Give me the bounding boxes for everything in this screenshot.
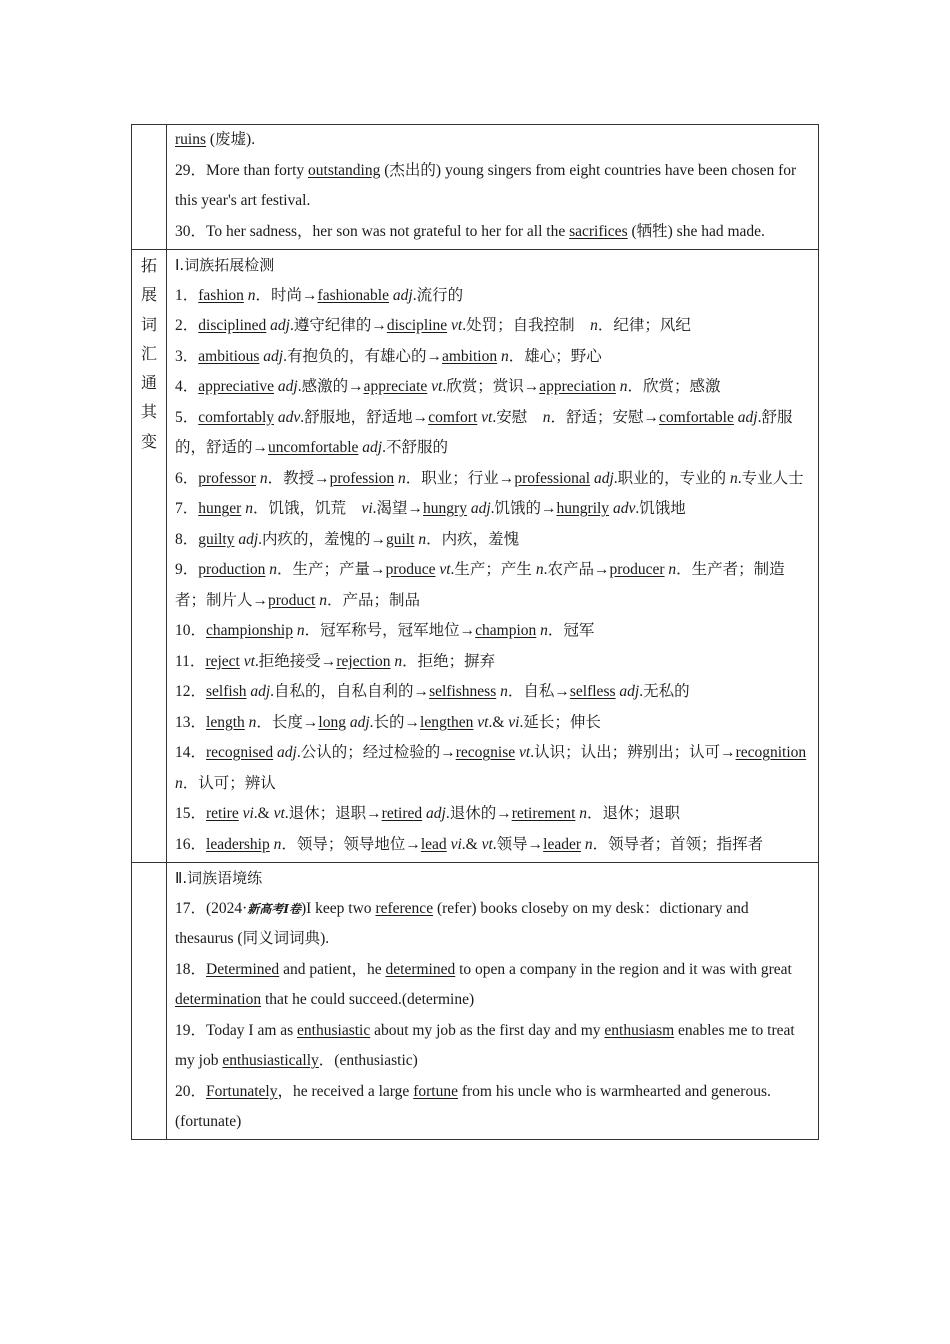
item-number: 12． — [175, 683, 207, 700]
answer-word: recognise — [455, 744, 516, 761]
list-item — [175, 342, 810, 373]
word-family-section — [167, 250, 818, 862]
item-text: .舒服地，舒适地→ — [300, 408, 429, 426]
part-of-speech: adj — [250, 683, 271, 700]
context-practice-list — [175, 894, 810, 1138]
answer-word: fashion — [198, 286, 244, 304]
part-of-speech: adj — [263, 347, 284, 365]
part-of-speech: vi — [450, 835, 462, 853]
item-text: ．欣赏；感激 — [627, 378, 721, 395]
item-number: 4． — [175, 378, 199, 395]
item-text: ．冠军称号，冠军地位→ — [304, 622, 476, 639]
item-text: ，he received a large — [277, 1082, 414, 1100]
item-text: ．退休；退职 — [587, 805, 681, 822]
part-of-speech: adv — [277, 408, 301, 426]
item-number: 18． — [175, 960, 207, 978]
item-text: (牺牲) she had made. — [627, 222, 765, 240]
part-of-speech: n — [535, 561, 544, 578]
item-text: .延长；伸长 — [519, 713, 601, 731]
item-text: ．产品；制品 — [327, 591, 421, 609]
item-number: 1． — [175, 286, 199, 304]
answer-word: comfortably — [198, 408, 275, 426]
part-of-speech: adj — [349, 713, 370, 731]
item-text: .领导→ — [492, 835, 544, 853]
item-text: .无私的 — [639, 683, 690, 700]
item-text: (废墟). — [206, 131, 256, 148]
side-label — [132, 251, 166, 456]
list-item — [175, 156, 810, 217]
section1-title: Ⅰ.词族拓展检测 — [175, 256, 275, 274]
list-item — [175, 738, 810, 799]
list-item — [175, 372, 810, 403]
item-text: .自私的，自私自利的→ — [270, 683, 430, 700]
answer-word: appreciate — [363, 378, 428, 395]
list-item — [175, 955, 810, 1016]
table-row-word-family — [132, 249, 818, 862]
item-text: .退休的→ — [445, 805, 512, 822]
answer-word: sacrifices — [569, 222, 628, 240]
answer-word: producer — [609, 561, 665, 578]
item-text: ．时尚→ — [255, 286, 318, 304]
answer-word: enthusiastically — [222, 1052, 319, 1069]
side-label-char: 其 — [140, 402, 157, 422]
answer-word: appreciative — [198, 378, 274, 395]
item-text: (refer) books closeby on my desk：dictionary and thesaurus (同义词词典). — [175, 899, 749, 947]
answer-word: recognition — [735, 744, 807, 761]
part-of-speech: n — [319, 591, 327, 609]
answer-word: lengthen — [420, 713, 474, 731]
item-text: ．教授→ — [267, 469, 330, 487]
part-of-speech: adv — [612, 500, 636, 517]
item-text: to open a company in the region and it was with great — [455, 960, 792, 978]
item-number: 19． — [175, 1021, 207, 1039]
answer-word: recognised — [206, 744, 274, 761]
side-cell-empty-2 — [132, 863, 167, 1139]
answer-word: disciplined — [198, 317, 267, 334]
part-of-speech: vt — [477, 713, 489, 731]
part-of-speech: adj — [593, 469, 614, 487]
answer-word: comfortable — [658, 408, 734, 426]
item-text: .内疚的，羞愧的→ — [258, 530, 387, 548]
continued-items — [167, 125, 818, 249]
side-label-char: 变 — [140, 431, 157, 451]
list-item — [175, 894, 810, 955]
item-number: 2． — [175, 317, 199, 334]
answer-word: outstanding — [308, 161, 381, 179]
item-number: 11． — [175, 652, 206, 670]
item-number: 17． — [175, 899, 207, 917]
answer-word: guilty — [198, 530, 235, 548]
answer-word: profession — [329, 469, 395, 487]
answer-word: production — [198, 561, 266, 578]
part-of-speech: vt — [431, 378, 443, 395]
item-text: that he could succeed.(determine) — [261, 991, 475, 1008]
item-text: .不舒服的 — [382, 439, 448, 456]
part-of-speech: adj — [270, 317, 290, 334]
item-text: .流行的 — [412, 286, 464, 304]
item-text: .舒服的，舒适的→ — [175, 408, 793, 456]
part-of-speech: vi — [508, 713, 520, 731]
item-text: .农产品→ — [543, 561, 610, 578]
part-of-speech: n — [584, 835, 593, 853]
item-text: .安慰 — [492, 408, 543, 426]
list-item — [175, 311, 810, 342]
part-of-speech: n — [668, 561, 677, 578]
item-number: 3． — [175, 347, 199, 365]
item-text: ．冠军 — [547, 622, 595, 639]
answer-word: hungry — [423, 500, 467, 517]
part-of-speech: vt — [451, 317, 463, 334]
side-label-char: 词 — [140, 314, 157, 334]
answer-word: length — [206, 713, 245, 731]
answer-word: reference — [375, 899, 434, 917]
answer-word: guilt — [386, 530, 415, 548]
part-of-speech: n — [579, 805, 588, 822]
item-text: ．领导者；首领；指挥者 — [592, 835, 764, 853]
item-text: .有抱负的，有雄心的→ — [283, 347, 442, 365]
item-number: 5． — [175, 408, 199, 426]
part-of-speech: adj — [362, 439, 383, 456]
answer-word: leadership — [206, 835, 270, 853]
answer-word: fortune — [413, 1082, 458, 1100]
item-number: 20． — [175, 1082, 207, 1100]
list-item — [175, 830, 810, 861]
answer-word: professor — [198, 469, 256, 487]
item-text: .生产；产生 — [450, 561, 536, 578]
list-item — [175, 494, 810, 525]
item-text: To her sadness，her son was not grateful to her for all the — [206, 222, 570, 240]
item-text: .认识；认出；辨别出；认可→ — [530, 744, 736, 761]
item-text: ．饥饿，饥荒 — [252, 500, 362, 517]
item-text: .感激的→ — [297, 378, 364, 395]
answer-word: selfless — [569, 683, 616, 700]
table-row-context-practice — [132, 862, 818, 1139]
part-of-speech: n — [296, 622, 305, 639]
item-text: .渴望→ — [372, 500, 424, 517]
answer-word: retire — [206, 805, 239, 822]
part-of-speech: adj — [277, 744, 297, 761]
list-item — [175, 217, 810, 248]
item-text: .长的→ — [369, 713, 421, 731]
answer-word: lead — [420, 835, 447, 853]
part-of-speech: vt — [519, 744, 531, 761]
part-of-speech: n — [394, 652, 403, 670]
item-number: 30． — [175, 222, 207, 240]
part-of-speech: vt — [439, 561, 451, 578]
item-text: .公认的；经过检验的→ — [296, 744, 456, 761]
answer-word: championship — [206, 622, 293, 639]
answer-word: selfish — [206, 683, 247, 700]
answer-word: professional — [514, 469, 591, 487]
part-of-speech: vt — [481, 835, 493, 853]
item-text: ．领导；领导地位→ — [281, 835, 421, 853]
list-item — [175, 403, 810, 464]
item-text: about my job as the first day and my — [370, 1021, 605, 1039]
part-of-speech: n — [418, 530, 427, 548]
list-item — [175, 555, 810, 616]
part-of-speech: adj — [470, 500, 491, 517]
item-text: .退休；退职→ — [284, 805, 382, 822]
list-item — [175, 125, 810, 156]
item-number: 13． — [175, 713, 207, 731]
answer-word: produce — [385, 561, 436, 578]
item-text: .拒绝接受→ — [254, 652, 337, 670]
answer-word: long — [318, 713, 346, 731]
answer-word: Determined — [206, 960, 280, 978]
item-text: ．拒绝；摒弃 — [402, 652, 496, 670]
item-text: .欣赏；赏识→ — [442, 378, 540, 395]
part-of-speech: adj — [392, 286, 413, 304]
answer-word: ambition — [441, 347, 498, 365]
side-label-char: 展 — [140, 285, 157, 305]
answer-word: discipline — [386, 317, 448, 334]
item-text: ．长度→ — [256, 713, 319, 731]
part-of-speech: vt — [273, 805, 285, 822]
list-item — [175, 677, 810, 708]
item-number: 7． — [175, 500, 199, 517]
answer-word: fashionable — [317, 286, 389, 304]
item-text: ．生产；产量→ — [277, 561, 386, 578]
item-text: .专业人士 — [737, 469, 804, 487]
part-of-speech: vi — [361, 500, 373, 517]
part-of-speech: adj — [238, 530, 259, 548]
answer-word: leader — [543, 835, 581, 853]
answer-word: hunger — [198, 500, 242, 517]
list-item — [175, 525, 810, 556]
item-text: .& — [488, 713, 509, 731]
item-text: .饥饿的→ — [490, 500, 557, 517]
part-of-speech: n — [247, 286, 256, 304]
part-of-speech: vt — [481, 408, 493, 426]
part-of-speech: n — [269, 561, 278, 578]
list-item — [175, 1016, 810, 1077]
part-of-speech: vi — [242, 805, 254, 822]
answer-word: retired — [381, 805, 423, 822]
item-number: 8． — [175, 530, 199, 548]
item-text: (2024· — [206, 899, 248, 917]
context-practice-section — [167, 863, 818, 1139]
part-of-speech: n — [273, 835, 282, 853]
part-of-speech: n — [398, 469, 406, 487]
item-text: 新高考Ⅰ卷 — [247, 901, 301, 916]
list-item — [175, 799, 810, 830]
part-of-speech: vt — [243, 652, 255, 670]
part-of-speech: n — [542, 408, 551, 426]
item-text: More than forty — [206, 161, 309, 179]
list-item — [175, 281, 810, 312]
item-text: .& — [253, 805, 274, 822]
item-text: ．职业；行业→ — [405, 469, 515, 487]
item-number: 29． — [175, 161, 207, 179]
item-text: from his uncle who is warmhearted and generous.(fortunate) — [175, 1082, 771, 1130]
item-text: enables me to treat my job — [175, 1021, 795, 1069]
item-text: ．雄心；野心 — [508, 347, 602, 365]
item-text: ．舒适；安慰→ — [550, 408, 659, 426]
item-text: and patient，he — [279, 960, 386, 978]
answer-word: uncomfortable — [268, 439, 359, 456]
side-label-char: 通 — [140, 373, 157, 393]
item-number: 15． — [175, 805, 207, 822]
part-of-speech: n — [248, 713, 257, 731]
item-text: .遵守纪律的→ — [289, 317, 387, 334]
part-of-speech: adj — [619, 683, 640, 700]
item-text: .& — [461, 835, 482, 853]
section2-title: Ⅱ.词族语境练 — [175, 869, 263, 887]
part-of-speech: n — [500, 683, 508, 700]
answer-word: ruins — [175, 131, 206, 148]
part-of-speech: n — [500, 347, 509, 365]
part-of-speech: n — [175, 774, 183, 792]
answer-word: Fortunately — [206, 1082, 278, 1100]
part-of-speech: n — [730, 469, 738, 487]
part-of-speech: adj — [426, 805, 446, 822]
side-label-char: 拓 — [140, 256, 157, 275]
item-number: 6． — [175, 469, 199, 487]
list-item — [175, 464, 810, 495]
item-text: ．生产者；制造者；制片人→ — [175, 561, 785, 609]
table-row-continued — [132, 125, 818, 249]
item-text: ．纪律；风纪 — [597, 317, 691, 334]
answer-word: appreciation — [539, 378, 616, 395]
item-number: 9． — [175, 561, 199, 578]
side-label-char: 汇 — [140, 343, 157, 363]
list-item — [175, 708, 810, 739]
answer-word: hungrily — [556, 500, 610, 517]
list-item — [175, 1077, 810, 1138]
answer-word: retirement — [511, 805, 576, 822]
answer-word: champion — [475, 622, 537, 639]
part-of-speech: adj — [277, 378, 298, 395]
list-item — [175, 616, 810, 647]
item-text: .饥饿地 — [635, 500, 686, 517]
item-text: .处罚；自我控制 — [462, 317, 591, 334]
item-text: .职业的，专业的 — [613, 469, 731, 487]
item-text: ．自私→ — [507, 683, 570, 700]
item-text: (杰出的) young singers from eight countries have been chosen for this year's art festival. — [175, 161, 797, 209]
list-item — [175, 647, 810, 678]
answer-word: determined — [385, 960, 456, 978]
item-text: )I keep two — [300, 899, 376, 917]
answer-word: reject — [205, 652, 240, 670]
item-text: ．认可；辨认 — [182, 774, 276, 792]
item-number: 10． — [175, 622, 207, 639]
part-of-speech: n — [245, 500, 253, 517]
exercise-table — [131, 124, 819, 1140]
item-number: 14． — [175, 744, 207, 761]
part-of-speech: n — [590, 317, 598, 334]
answer-word: selfishness — [429, 683, 497, 700]
answer-word: comfort — [428, 408, 478, 426]
part-of-speech: n — [259, 469, 268, 487]
item-text: ．(enthusiastic) — [318, 1052, 418, 1069]
part-of-speech: n — [540, 622, 548, 639]
part-of-speech: adj — [737, 408, 758, 426]
item-number: 16． — [175, 835, 207, 853]
answer-word: enthusiasm — [604, 1021, 675, 1039]
answer-word: product — [268, 591, 316, 609]
side-cell-empty — [132, 125, 167, 249]
answer-word: determination — [175, 991, 262, 1008]
item-text: ．内疚，羞愧 — [426, 530, 520, 548]
part-of-speech: n — [619, 378, 628, 395]
item-text: Today I am as — [206, 1021, 298, 1039]
answer-word: rejection — [336, 652, 391, 670]
word-family-list — [175, 281, 810, 861]
side-label-cell — [132, 250, 167, 862]
answer-word: ambitious — [198, 347, 260, 365]
answer-word: enthusiastic — [297, 1021, 371, 1039]
